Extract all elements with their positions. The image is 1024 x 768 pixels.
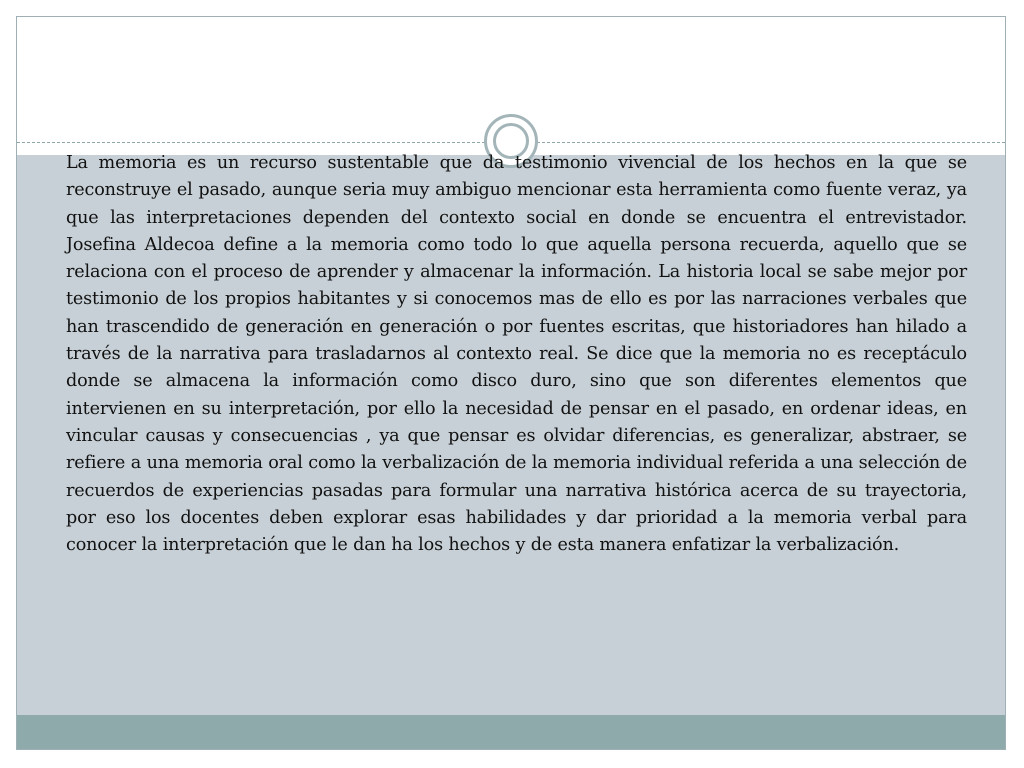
bottom-band: [17, 715, 1005, 749]
body-text: La memoria es un recurso sustentable que da testimonio vivencial de los hechos en la que se reconstruye el pasado, aunque seria muy ambiguo mencionar esta herramienta como fuente veraz, ya que las interpretaciones dependen del contexto social en donde se encuentra el entrevistador. Josefina Aldecoa define a la memoria como todo lo que aquella persona recuerda, aquello que se relaciona con el proceso de aprender y almacenar la información. La historia local se sabe mejor por testimonio de los propios habitantes y si conocemos mas de ello es por las narraciones verbales que han trascendido de generación en generación o por fuentes escritas, que historiadores han hilado a través de la narrativa para trasladarnos al contexto real. Se dice que la memoria no es receptáculo donde se almacena la información como disco duro, sino que son diferentes elementos que intervienen en su interpretación, por ello la necesidad de pensar en el pasado, en ordenar ideas, en vincular causas y consecuencias , ya que pensar es olvidar diferencias, es generalizar, abstraer, se refiere a una memoria oral como la verbalización de la memoria individual referida a una selección de recuerdos de experiencias pasadas para formular una narrativa histórica acerca de su trayectoria, por eso los docentes deben explorar esas habilidades y dar prioridad a la memoria verbal para conocer la interpretación que le dan ha los hechos y de esta manera enfatizar la verbalización.: [66, 153, 967, 556]
